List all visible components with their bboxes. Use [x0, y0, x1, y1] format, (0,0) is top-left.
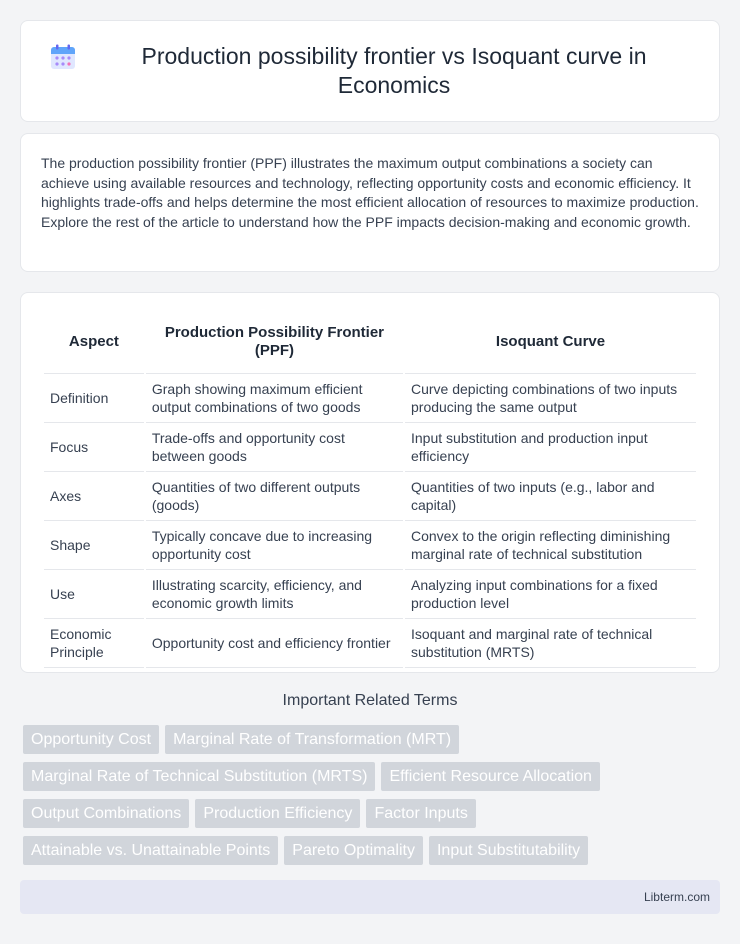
- table-row: [44, 374, 696, 423]
- table-cell-ppf: Typically concave due to increasing opportunity cost: [146, 521, 403, 570]
- table-cell-isoquant: Quantities of two inputs (e.g., labor and capital): [405, 472, 696, 521]
- table-cell-aspect: Shape: [44, 521, 144, 570]
- table-cell-isoquant: Isoquant and marginal rate of technical substitution (MRTS): [405, 619, 696, 668]
- header-aspect: Aspect: [44, 311, 144, 374]
- related-term-tag[interactable]: Attainable vs. Unattainable Points: [23, 836, 278, 865]
- table-cell-ppf: Trade-offs and opportunity cost between goods: [146, 423, 403, 472]
- table-cell-isoquant: Input substitution and production input efficiency: [405, 423, 696, 472]
- table-row: [44, 472, 696, 521]
- related-term-tag[interactable]: Pareto Optimality: [284, 836, 423, 865]
- title-card: [20, 20, 720, 122]
- table-header-row: [44, 311, 696, 374]
- table-cell-isoquant: Convex to the origin reflecting diminishing marginal rate of technical substitution: [405, 521, 696, 570]
- table-row: [44, 570, 696, 619]
- intro-card: [20, 133, 720, 272]
- related-term-tag[interactable]: Output Combinations: [23, 799, 189, 828]
- related-terms-row: [23, 799, 723, 828]
- table-cell-aspect: Definition: [44, 374, 144, 423]
- footer-brand[interactable]: Libterm.com: [643, 890, 710, 904]
- table-cell-aspect: Focus: [44, 423, 144, 472]
- table-cell-aspect: Axes: [44, 472, 144, 521]
- table-cell-aspect: Use: [44, 570, 144, 619]
- related-terms-row: [23, 762, 723, 791]
- header-ppf: Production Possibility Frontier (PPF): [146, 311, 403, 374]
- related-terms: [23, 725, 723, 873]
- table-row: [44, 619, 696, 668]
- related-term-tag[interactable]: Marginal Rate of Technical Substitution (MRTS): [23, 762, 375, 791]
- table-cell-isoquant: Curve depicting combinations of two inputs producing the same output: [405, 374, 696, 423]
- related-terms-row: [23, 725, 723, 754]
- table-cell-isoquant: Analyzing input combinations for a fixed production level: [405, 570, 696, 619]
- header-isoquant: Isoquant Curve: [405, 311, 696, 374]
- table-cell-ppf: Quantities of two different outputs (goods): [146, 472, 403, 521]
- related-term-tag[interactable]: Input Substitutability: [429, 836, 588, 865]
- intro-paragraph: The production possibility frontier (PPF) illustrates the maximum output combinations a society can achieve using available resources and technology, reflecting opportunity costs and economic efficiency. It highlights trade-offs and helps determine the most efficient allocation of resources to maximize production. Explore the rest of the article to understand how the PPF impacts decision-making and economic growth.: [41, 155, 699, 230]
- calendar-icon: [50, 44, 76, 70]
- table-row: [44, 423, 696, 472]
- related-term-tag[interactable]: Efficient Resource Allocation: [381, 762, 599, 791]
- table-cell-aspect: Economic Principle: [44, 619, 144, 668]
- related-term-tag[interactable]: Factor Inputs: [366, 799, 475, 828]
- related-term-tag[interactable]: Production Efficiency: [195, 799, 360, 828]
- related-terms-row: [23, 836, 723, 865]
- related-terms-title: Important Related Terms: [282, 692, 458, 709]
- table-cell-ppf: Opportunity cost and efficiency frontier: [146, 619, 403, 668]
- table-cell-ppf: Illustrating scarcity, efficiency, and economic growth limits: [146, 570, 403, 619]
- table-cell-ppf: Graph showing maximum efficient output combinations of two goods: [146, 374, 403, 423]
- footer: [20, 880, 720, 914]
- comparison-table-card: [20, 292, 720, 673]
- related-term-tag[interactable]: Opportunity Cost: [23, 725, 159, 754]
- table-row: [44, 521, 696, 570]
- title-wrap: [50, 42, 690, 100]
- comparison-table: [42, 311, 698, 668]
- page-title: Production possibility frontier vs Isoquant curve in Economics: [141, 43, 647, 98]
- related-term-tag[interactable]: Marginal Rate of Transformation (MRT): [165, 725, 459, 754]
